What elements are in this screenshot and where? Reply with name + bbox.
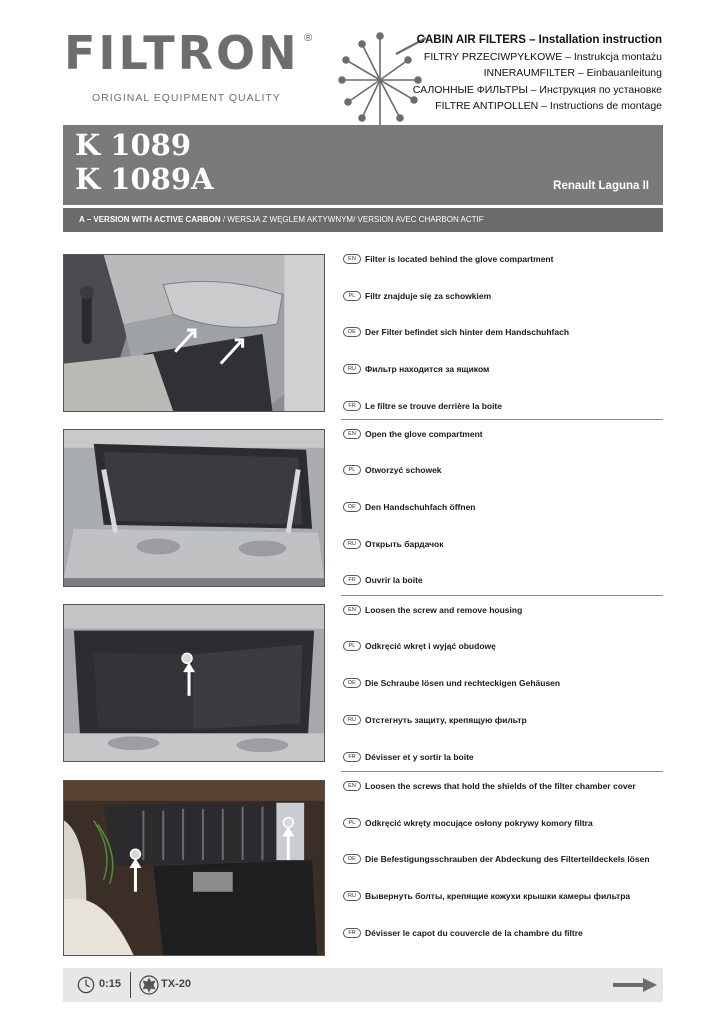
instruction-ru: RU Отстегнуть защиту, крепящую фильтр xyxy=(343,713,663,727)
title-fr: FILTRE ANTIPOLLEN – Instructions de montage xyxy=(435,100,662,113)
instruction-titles xyxy=(413,32,662,115)
step-divider xyxy=(341,419,663,420)
step-divider xyxy=(341,771,663,772)
version-translations: / WERSJA Z WĘGLEM AKTYWNYM/ VERSION AVEC CHARBON ACTIF xyxy=(220,215,484,224)
glove-box-open-photo xyxy=(63,429,325,587)
duration-text: 0:15 xyxy=(99,978,122,990)
instruction-en: EN Filter is located behind the glove compartment xyxy=(343,252,663,266)
version-title: A – VERSION WITH ACTIVE CARBON xyxy=(79,215,221,224)
registered-mark: ® xyxy=(302,31,314,44)
step-2 xyxy=(63,429,663,594)
torx-icon xyxy=(139,975,159,995)
instruction-ru: RU Открыть бардачок xyxy=(343,537,663,551)
instruction-ru: RU Фильтр находится за ящиком xyxy=(343,362,663,376)
title-de: INNERAUMFILTER – Einbauanleitung xyxy=(483,67,662,80)
model-number-alt: K 1089A xyxy=(75,162,214,196)
title-pl: FILTRY PRZECIWPYŁKOWE – Instrukcja montażu xyxy=(423,50,662,63)
step-divider xyxy=(341,595,663,596)
product-band xyxy=(63,125,663,205)
version-banner xyxy=(63,208,663,232)
footer-divider xyxy=(130,972,131,998)
instruction-de: DE Die Befestigungsschrauben der Abdeckung des Filterteildeckels lösen xyxy=(343,852,663,866)
filtron-logo xyxy=(64,26,314,80)
instruction-de: DE Die Schraube lösen und rechteckigen Gehäusen xyxy=(343,676,663,690)
instruction-fr: FR Ouvrir la boite xyxy=(343,573,663,587)
instruction-pl: PL Otworzyć schowek xyxy=(343,463,663,477)
instruction-en: EN Open the glove compartment xyxy=(343,427,663,441)
instruction-fr: FR Dévisser le capot du couvercle de la chambre du filtre xyxy=(343,926,663,940)
glove-box-closed-photo xyxy=(63,254,325,412)
instruction-fr: FR Dévisser et y sortir la boite xyxy=(343,750,663,764)
filter-chamber-cover-photo xyxy=(63,780,325,956)
step-4 xyxy=(63,780,663,955)
instruction-de: DE Der Filter befindet sich hinter dem Handschuhfach xyxy=(343,325,663,339)
step-1 xyxy=(63,254,663,419)
instruction-ru: RU Вывернуть болты, крепящие кожухи крышки камеры фильтра xyxy=(343,889,663,903)
brand-name: FILTRON xyxy=(64,26,300,80)
model-number: K 1089 xyxy=(75,128,192,162)
housing-screw-photo xyxy=(63,604,325,762)
instruction-pl: PL Odkręcić wkręt i wyjąć obudowę xyxy=(343,639,663,653)
tool-text: TX-20 xyxy=(161,978,191,990)
instruction-en: EN Loosen the screws that hold the shields of the filter chamber cover xyxy=(343,779,663,793)
title-ru: САЛОННЫЕ ФИЛЬТРЫ – Инструкция по установке xyxy=(412,83,662,96)
footer-bar xyxy=(63,968,663,1002)
next-arrow-icon[interactable] xyxy=(613,978,657,992)
instruction-de: DE Den Handschuhfach öffnen xyxy=(343,500,663,514)
instruction-pl: PL Odkręcić wkręty mocujące osłony pokrywy komory filtra xyxy=(343,816,663,830)
title-en: CABIN AIR FILTERS – Installation instruction xyxy=(416,34,662,46)
vehicle-name: Renault Laguna II xyxy=(553,180,649,192)
brand-tagline: ORIGINAL EQUIPMENT QUALITY xyxy=(92,92,281,104)
instruction-en: EN Loosen the screw and remove housing xyxy=(343,603,663,617)
instruction-pl: PL Filtr znajduje się za schowkiem xyxy=(343,289,663,303)
step-3 xyxy=(63,604,663,769)
instruction-fr: FR Le filtre se trouve derrière la boite xyxy=(343,399,663,413)
clock-icon xyxy=(77,976,95,994)
